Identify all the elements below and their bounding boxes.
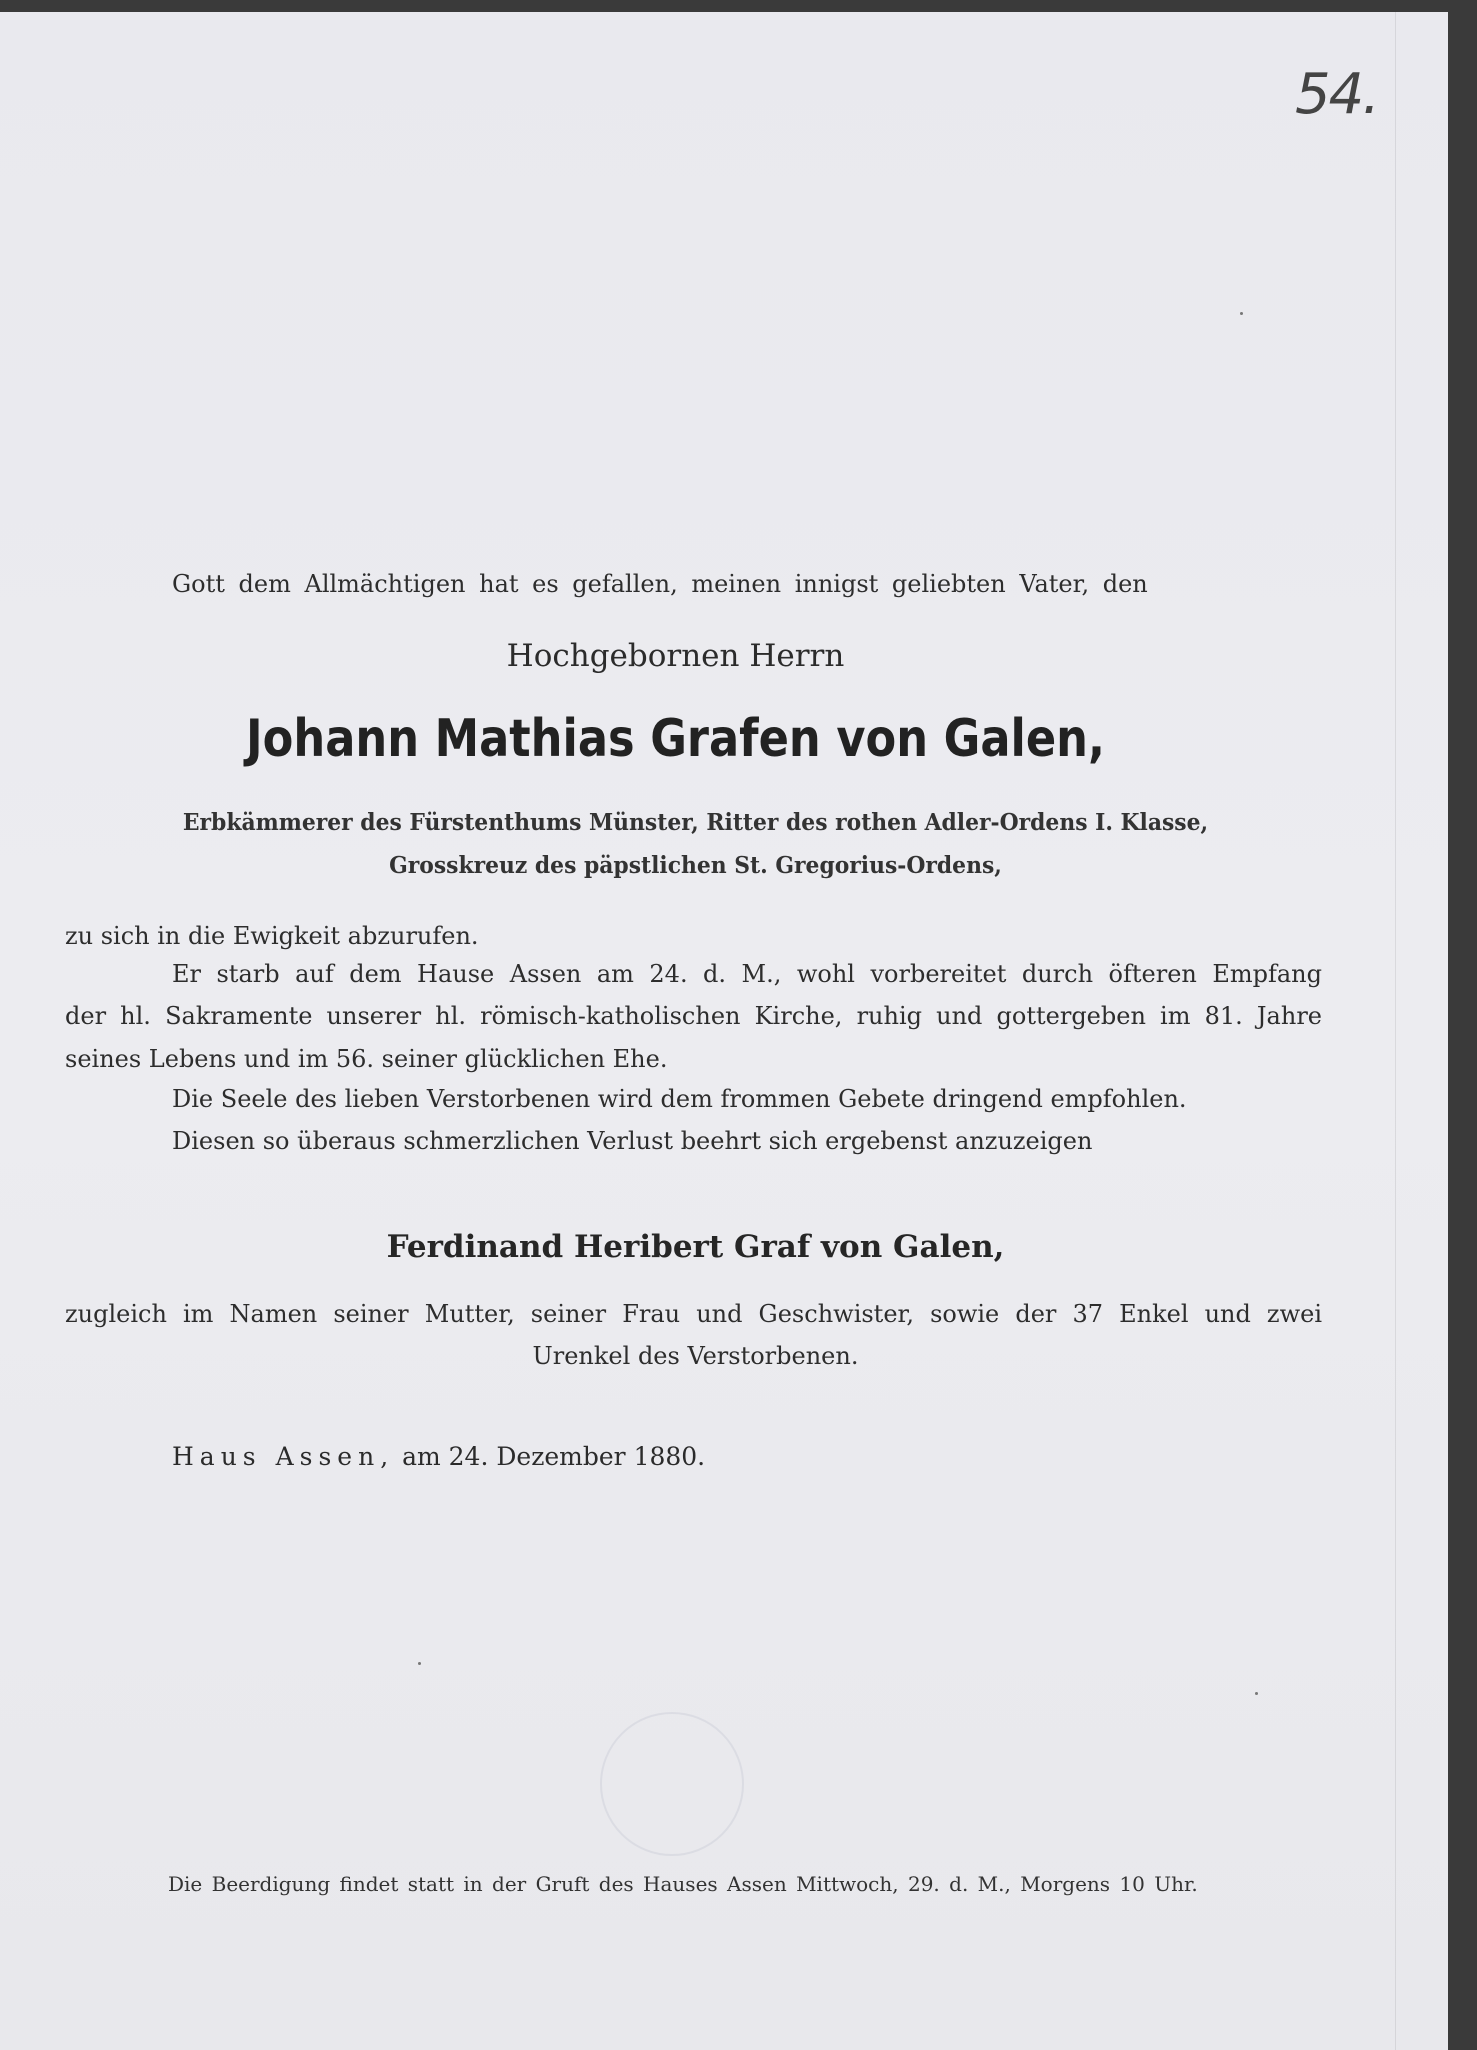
- body-line: zu sich in die Ewigkeit abzurufen.: [65, 922, 479, 950]
- document-page: [0, 12, 1448, 2050]
- body-line: seines Lebens und im 56. seiner glücklichen Ehe.: [65, 1045, 668, 1073]
- ink-speck: [1240, 312, 1243, 315]
- funeral-note: Die Beerdigung findet statt in der Gruft des Hauses Assen Mittwoch, 29. d. M., Morgens 10 Uhr.: [168, 1872, 1198, 1896]
- body-line: der hl. Sakramente unserer hl. römisch-katholischen Kirche, ruhig und gottergeben im 81. Jahre: [65, 1002, 1322, 1030]
- faded-stamp: [600, 1712, 744, 1856]
- ink-speck: [418, 1662, 421, 1665]
- signer-name: Ferdinand Heribert Graf von Galen,: [386, 1229, 1005, 1265]
- place-date: [172, 1442, 705, 1471]
- place: Haus Assen,: [172, 1442, 395, 1471]
- body-line: Diesen so überaus schmerzlichen Verlust beehrt sich ergebenst anzuzeigen: [172, 1127, 1093, 1155]
- date: am 24. Dezember 1880.: [402, 1442, 706, 1471]
- page-fold-line: [1395, 12, 1396, 2050]
- body-line: Er starb auf dem Hause Assen am 24. d. M., wohl vorbereitet durch öfteren Empfang: [172, 960, 1322, 988]
- deceased-name: Johann Mathias Grafen von Galen,: [245, 709, 1105, 769]
- intro-line: Gott dem Allmächtigen hat es gefallen, meinen innigst geliebten Vater, den: [172, 570, 1148, 598]
- on-behalf-line: Urenkel des Verstorbenen.: [532, 1342, 859, 1370]
- deceased-title-line: Grosskreuz des päpstlichen St. Gregorius-Ordens,: [389, 852, 1002, 879]
- honorific: Hochgebornen Herrn: [506, 638, 845, 674]
- body-line: Die Seele des lieben Verstorbenen wird dem frommen Gebete dringend empfohlen.: [172, 1085, 1187, 1113]
- ink-speck: [1255, 1692, 1258, 1695]
- on-behalf-line: zugleich im Namen seiner Mutter, seiner Frau und Geschwister, sowie der 37 Enkel und zwei: [65, 1300, 1322, 1328]
- handwritten-page-number: 54.: [1295, 62, 1379, 127]
- deceased-title-line: Erbkämmerer des Fürstenthums Münster, Ritter des rothen Adler-Ordens I. Klasse,: [182, 809, 1209, 836]
